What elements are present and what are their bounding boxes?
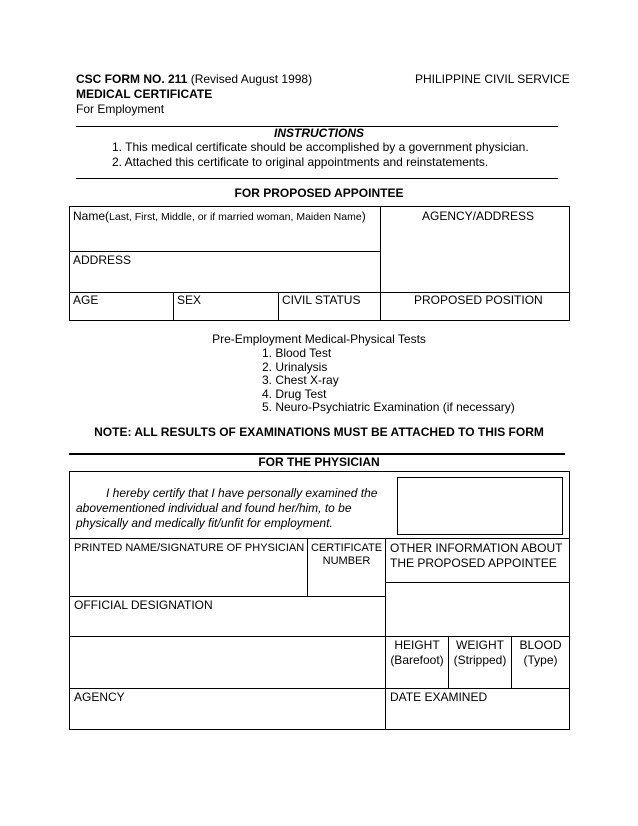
address-field[interactable]: ADDRESS <box>73 253 132 267</box>
issuing-agency: PHILIPPINE CIVIL SERVICE <box>415 72 570 86</box>
test-item: 3. Chest X-ray <box>262 373 339 387</box>
form-title: MEDICAL CERTIFICATE <box>76 87 213 101</box>
sex-field[interactable]: SEX <box>177 293 202 307</box>
physician-certification-text: I hereby certify that I have personally examined the abovementioned individual and found her/him, to be physically and medically fit/unfit for employment. <box>76 486 378 530</box>
proposed-position-field[interactable]: PROPOSED POSITION <box>414 293 543 307</box>
pre-employment-tests <box>0 332 638 414</box>
official-designation-field[interactable]: OFFICIAL DESIGNATION <box>74 598 213 612</box>
agency-field[interactable]: AGENCY <box>74 690 125 704</box>
instruction-item: 2. Attached this certificate to original appointments and reinstatements. <box>112 155 489 169</box>
height-field[interactable]: HEIGHT (Barefoot) <box>390 638 444 667</box>
name-field[interactable]: Name(Last, First, Middle, or if married woman, Maiden Name) <box>73 209 366 223</box>
test-item: 1. Blood Test <box>262 346 332 360</box>
appointee-section-title: FOR PROPOSED APPOINTEE <box>234 186 404 200</box>
instruction-item: 1. This medical certificate should be accomplished by a government physician. <box>112 140 529 154</box>
results-note: NOTE: ALL RESULTS OF EXAMINATIONS MUST BE ATTACHED TO THIS FORM <box>94 425 544 439</box>
certificate-number-field[interactable]: CERTIFICATE NUMBER <box>310 542 383 567</box>
weight-field[interactable]: WEIGHT (Stripped) <box>453 638 507 667</box>
form-subtitle: For Employment <box>76 102 165 116</box>
agency-address-field[interactable]: AGENCY/ADDRESS <box>422 209 535 223</box>
physician-section-title: FOR THE PHYSICIAN <box>258 455 380 469</box>
test-item: 5. Neuro-Psychiatric Examination (if necessary) <box>262 400 515 414</box>
age-field[interactable]: AGE <box>73 293 99 307</box>
appointee-table <box>69 206 570 321</box>
instructions-list <box>112 140 529 170</box>
form-number: CSC FORM NO. 211 (Revised August 1998) <box>76 72 313 86</box>
civil-status-field[interactable]: CIVIL STATUS <box>282 293 361 307</box>
test-item: 4. Drug Test <box>262 386 327 401</box>
tests-title: Pre-Employment Medical-Physical Tests <box>212 332 426 346</box>
instructions-title: INSTRUCTIONS <box>274 126 364 140</box>
blood-type-field[interactable]: BLOOD (Type) <box>519 638 562 667</box>
other-information-heading: OTHER INFORMATION ABOUT THE PROPOSED APPOINTEE <box>390 541 563 570</box>
printed-name-signature-field[interactable]: PRINTED NAME/SIGNATURE OF PHYSICIAN <box>74 542 305 554</box>
divider <box>76 178 558 179</box>
certification-box[interactable] <box>397 477 563 535</box>
form-header <box>76 72 312 117</box>
test-item: 2. Urinalysis <box>262 359 328 374</box>
date-examined-field[interactable]: DATE EXAMINED <box>390 690 488 704</box>
